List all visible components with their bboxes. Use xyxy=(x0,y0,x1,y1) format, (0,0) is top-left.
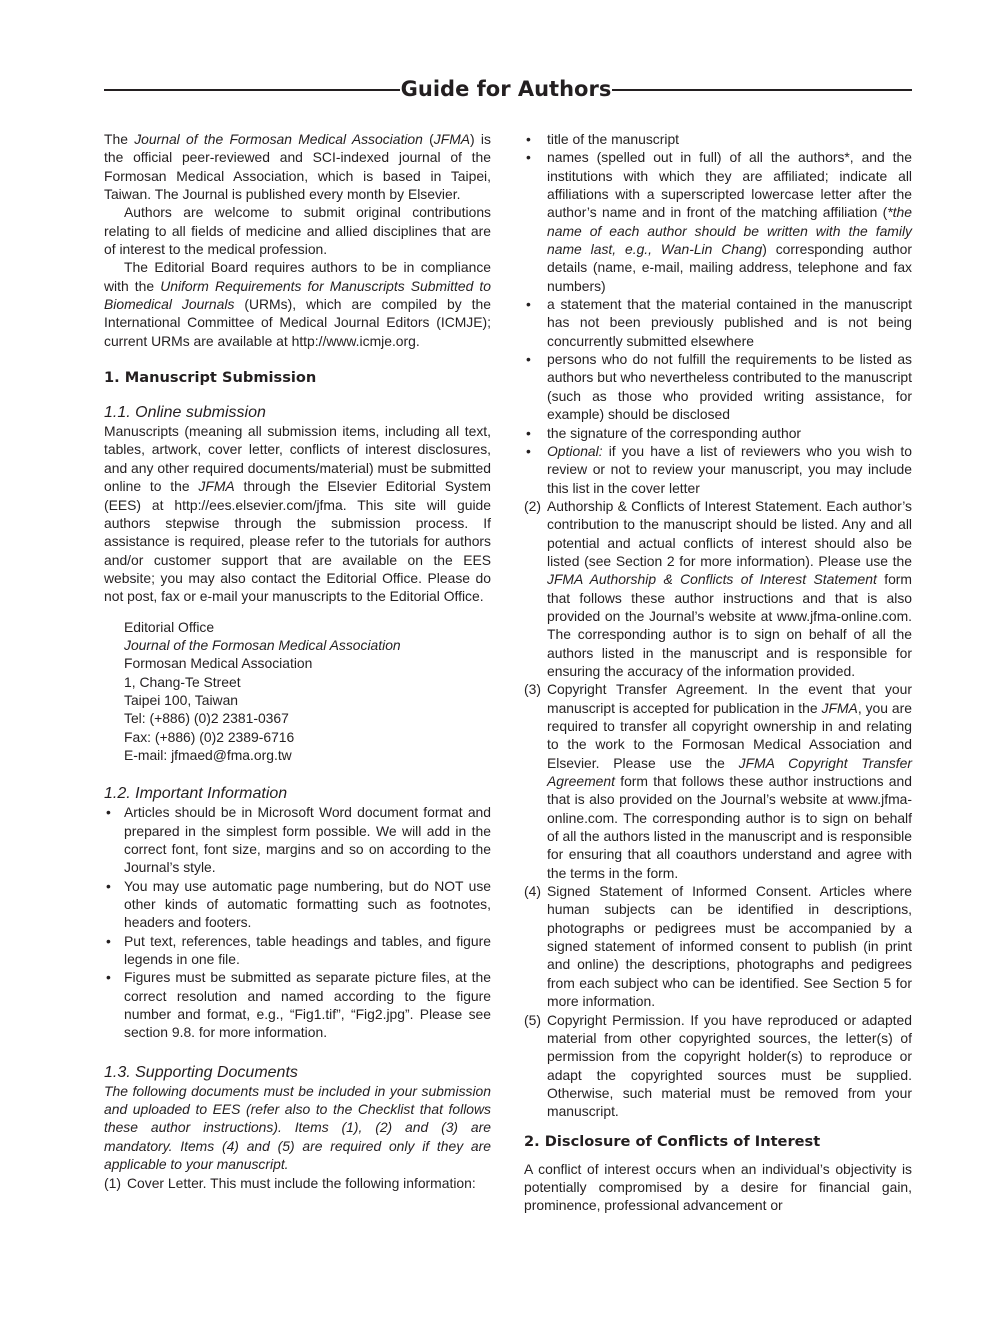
item-number: (3) xyxy=(524,681,541,698)
address-line: 1, Chang-Te Street xyxy=(124,673,241,690)
right-column xyxy=(524,130,912,1215)
list-item: • a statement that the material contained in the manuscript has not been previously published and is not being concurrently submitted elsewhere xyxy=(524,295,912,350)
supporting-docs-list-cont xyxy=(524,497,912,1121)
list-item xyxy=(524,882,912,1010)
important-info-list xyxy=(104,803,491,1041)
text: form that follows these author instructions and that is also provided on the Journal’s website at www.jfma-online.com. The corresponding author is to sign on behalf of all the authors listed in the manuscript and is responsible for ensuring the accuracy of the information provided. xyxy=(547,571,912,679)
cover-letter-list xyxy=(524,130,912,497)
journal-name: Journal of the Formosan Medical Association xyxy=(134,131,423,147)
list-item xyxy=(104,1174,491,1192)
text: ( xyxy=(422,131,434,147)
section-2-body: A conflict of interest occurs when an individual’s objectivity is potentially compromised by a desire for financial gain, prominence, professional advancement or xyxy=(524,1160,912,1214)
text: if you have a list of reviewers who you wish to review or not to review your manuscript, you may include this list in the cover letter xyxy=(547,442,912,496)
address-line: Formosan Medical Association xyxy=(124,655,313,672)
text: Signed Statement of Informed Consent. Articles where human subjects can be identified in descriptions, photographs or pedigrees must be accompanied by a signed statement of informed consent to publish (in print and online) the descriptions, photographs and pedigrees from each subject who can be identified. See Section 5 for more information. xyxy=(547,883,912,1010)
text: form that follows these author instructions and that is also provided on the Journal’s website at www.jfma-online.com. The corresponding author is to sign on behalf of all the authors listed in the manuscript and is responsible for ensuring that all coauthors understand and agree with the terms in the form. xyxy=(547,773,912,881)
intro-paragraph-2: Authors are welcome to submit original contributions relating to all fields of medicine and allied disciplines that are of interest to the medical profession. xyxy=(104,204,491,258)
list-item xyxy=(524,1011,912,1121)
intro-paragraph-3 xyxy=(104,258,491,350)
item-number: (5) xyxy=(524,1011,541,1028)
text: Authorship & Conflicts of Interest Statement. Each author’s contribution to the manuscript should be listed. Any and all potential and actual conflicts of interest should also be listed (see Section 2 for more information). Please use the xyxy=(547,497,912,569)
list-item: • Put text, references, table headings and tables, and figure legends in one file. xyxy=(104,932,491,969)
address-phone: Tel: (+886) (0)2 2381-0367 xyxy=(124,710,289,727)
text: Optional: xyxy=(547,442,603,459)
urm-title: Uniform Requirements for Manuscripts Submitted to Biomedical Journals xyxy=(104,277,492,313)
list-item xyxy=(524,497,912,680)
section-1-1-heading: 1.1. Online submission xyxy=(104,404,266,422)
text: through the Elsevier Editorial System (EES) at http://ees.elsevier.com/jfma. This site will guide authors stepwise through the submission process. If assistance is required, please refer to the tutorials for authors and/or customer support that are available on the EES website; you may also contact the Editorial Office. Please do not post, fax or e-mail your manuscripts to the Editorial Office. xyxy=(104,478,492,605)
item-number: (4) xyxy=(524,883,541,900)
text: Copyright Permission. If you have reproduced or adapted material from other copyrighted sources, the letter(s) of permission from the copyright holder(s) to reproduce or adapt the copyrighted sources must be supplied. Otherwise, such material must be removed from your manuscript. xyxy=(547,1011,912,1120)
section-1-heading: 1. Manuscript Submission xyxy=(104,369,317,387)
journal-abbr: JFMA xyxy=(433,131,471,147)
page-title: Guide for Authors xyxy=(400,77,612,101)
list-item: • Articles should be in Microsoft Word document format and prepared in the simplest form possible. We will add in the correct font, font size, margins and so on according to the Journal’s style. xyxy=(104,803,491,876)
text: Copyright Transfer Agreement. In the event that your manuscript is accepted for publication in the xyxy=(547,681,912,716)
list-item xyxy=(524,442,912,497)
header-rule-left xyxy=(104,89,400,91)
list-item: • You may use automatic page numbering, but do NOT use other kinds of automatic formatting such as footnotes, headers and footers. xyxy=(104,877,491,932)
section-1-1-body xyxy=(104,422,491,605)
text: JFMA Copyright Transfer Agreement xyxy=(547,754,912,790)
list-item xyxy=(524,680,912,882)
list-item: • persons who do not fulfill the requirements to be listed as authors but who nevertheless contributed to the manuscript (such as those who provided writing assistance, for example) should be disclosed xyxy=(524,350,912,423)
intro-paragraph-1 xyxy=(104,130,491,203)
journal-abbr: JFMA xyxy=(198,478,235,495)
address-email: E-mail: jfmaed@fma.org.tw xyxy=(124,746,292,763)
editorial-office-address xyxy=(104,618,491,765)
text: The Editorial Board requires authors to be in compliance with the xyxy=(104,259,491,294)
left-column xyxy=(104,130,491,1192)
text: ) corresponding author details (name, e-mail, mailing address, telephone and fax numbers) xyxy=(547,241,912,294)
text: (URMs), which are compiled by the International Committee of Medical Journal Editors (ICMJE); current URMs are available at http://www.icmje.org. xyxy=(104,296,491,349)
address-fax: Fax: (+886) (0)2 2389-6716 xyxy=(124,728,295,745)
text: The xyxy=(104,131,135,147)
text: JFMA Authorship & Conflicts of Interest Statement xyxy=(547,571,877,588)
header-rule-right xyxy=(612,89,912,91)
section-1-3-heading: 1.3. Supporting Documents xyxy=(104,1063,298,1081)
supporting-docs-list xyxy=(104,1174,491,1192)
page-header xyxy=(104,76,912,104)
item-number: (2) xyxy=(524,497,541,514)
list-item: • Figures must be submitted as separate picture files, at the correct resolution and named according to the figure number and format, e.g., “Fig1.tif”, “Fig2.jpg”. Please see section 9.8. for more information. xyxy=(104,968,491,1041)
section-2-heading: 2. Disclosure of Conflicts of Interest xyxy=(524,1132,821,1150)
address-line: Taipei 100, Taiwan xyxy=(124,691,239,708)
address-line: Journal of the Formosan Medical Association xyxy=(124,636,401,653)
text: JFMA xyxy=(821,699,858,716)
section-1-2-heading: 1.2. Important Information xyxy=(104,785,288,803)
list-item: • title of the manuscript xyxy=(524,130,912,148)
address-line: Editorial Office xyxy=(124,618,215,635)
list-item: • the signature of the corresponding author xyxy=(524,424,912,442)
supporting-docs-intro: The following documents must be included in your submission and uploaded to EES (refer also to the Checklist that follows these author instructions). Items (1), (2) and (3) are mandatory. Items (4) and (5) are required only if they are applicable to your manuscript. xyxy=(104,1082,491,1173)
list-item xyxy=(524,148,912,295)
text: names (spelled out in full) of all the authors*, and the institutions with which they are affiliated; indicate all affiliations with a superscripted lowercase letter after the author’s name and in front of the matching affiliation ( xyxy=(547,149,912,221)
text: ) is the official peer-reviewed and SCI-indexed journal of the Formosan Medical Association, which is based in Taipei, Taiwan. The Journal is published every month by Elsevier. xyxy=(104,131,491,203)
item-number: (1) xyxy=(104,1174,121,1191)
text: *the name of each author should be written with the family name last, e.g., Wan-Lin Chang xyxy=(547,204,912,258)
text: , you are required to transfer all copyright ownership in and relating to the work to the Formosan Medical Association and Elsevier. Please use the xyxy=(547,699,912,771)
text: Cover Letter. This must include the following information: xyxy=(127,1174,476,1191)
text: Manuscripts (meaning all submission items, including all text, tables, artwork, cover letter, conflicts of interest disclosures, and any other required documents/material) must be submitted online to the xyxy=(104,423,491,495)
